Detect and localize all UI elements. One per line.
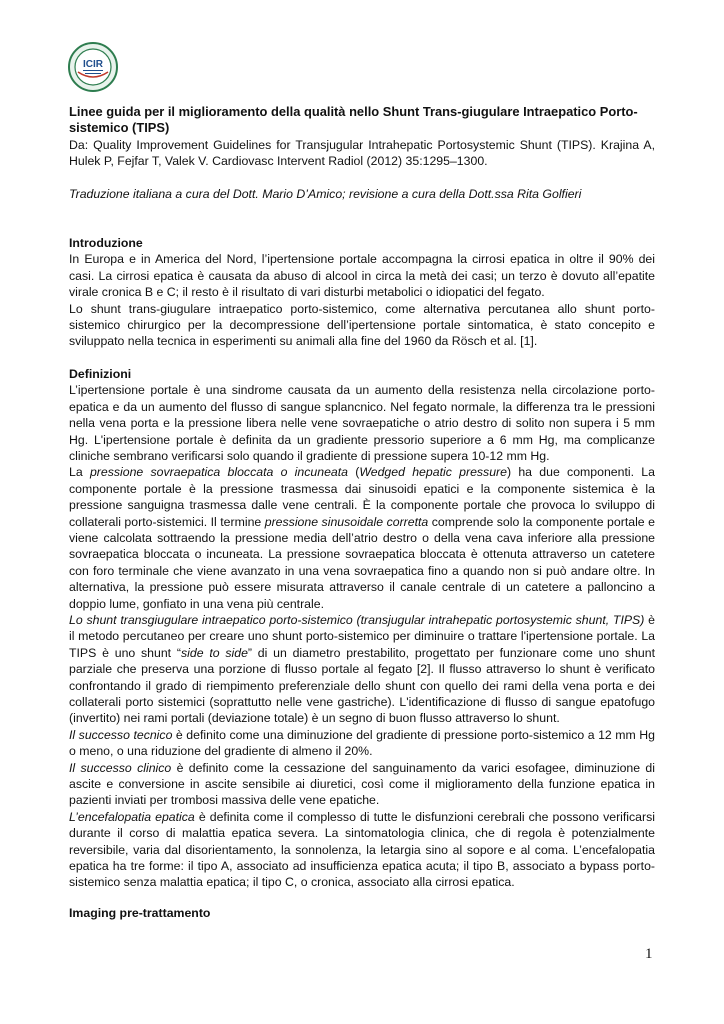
- icir-logo: [68, 42, 118, 92]
- italic-term: pressione sovraepatica bloccata o incuneata: [89, 465, 349, 480]
- text-run: è definito come la cessazione del sanguinamento da varici esofagee, diminuzione di ascite e conversione in ascite sensibile ai diuretici, così come il miglioramento della funzione epatica in pazienti inviati per trombosi massiva delle vene epatiche.: [69, 760, 655, 808]
- italic-term: Lo shunt transgiugulare intraepatico porto-sistemico (transjugular intrahepatic portosystemic shunt, TIPS): [69, 612, 645, 627]
- document-source: Da: Quality Improvement Guidelines for Transjugular Intrahepatic Portosystemic Shunt (TIPS). Krajina A, Hulek P, Fejfar T, Valek V. Cardiovasc Intervent Radiol (2012) 35:1295–1300.: [69, 137, 655, 169]
- text-run: è definita come il complesso di tutte le disfunzioni cerebrali che possono verificarsi durante il corso di malattia epatica severa. La sintomatologia clinica, che di regola è potenzialmente reversibile, varia dal disorientamento, la sonnolenza, la letargia sino al sopore e al coma. L’encefalopatia epatica ha tre forme: il tipo A, associato ad insufficienza epatica acuta; il tipo B, associato a bypass porto-sistemico senza malattia epatica; il tipo C, o cronica, associato alla cirrosi epatica.: [69, 809, 656, 890]
- svg-text:ICIR: ICIR: [83, 59, 103, 70]
- document-body: [69, 104, 655, 891]
- italic-term: side to side: [180, 645, 248, 660]
- page-number: 1: [645, 946, 653, 962]
- italic-term: Il successo tecnico: [69, 727, 173, 742]
- paragraph: [69, 809, 655, 891]
- translation-credit: Traduzione italiana a cura del Dott. Mario D’Amico; revisione a cura della Dott.ssa Rita Golfieri: [69, 186, 582, 201]
- document-title: Linee guida per il miglioramento della qualità nello Shunt Trans-giugulare Intraepatico Porto-sistemico (TIPS): [69, 104, 638, 136]
- section-heading: Definizioni: [69, 366, 132, 381]
- paragraph: [69, 464, 655, 612]
- paragraph: [69, 612, 655, 727]
- section-introduzione: [69, 235, 655, 350]
- text-run: (: [348, 465, 360, 480]
- italic-term: pressione sinusoidale corretta: [264, 514, 429, 529]
- text-run: è il metodo percutaneo per creare uno shunt porto-sistemico per diminuire o trattare l'ipertensione portale. La TIPS è uno shunt “: [69, 612, 655, 660]
- italic-term: Wedged hepatic pressure: [359, 465, 507, 480]
- paragraph: In Europa e in America del Nord, l’ipertensione portale accompagna la cirrosi epatica in oltre il 90% dei casi. La cirrosi epatica è causata da abuso di alcool in circa la metà dei casi; un terzo è dovuto all’epatite virale cronica B e C; il resto è il risultato di vari disturbi metabolici o idiopatici del fegato.: [69, 252, 655, 300]
- text-run: comprende solo la componente portale e viene calcolata sottraendo la pressione media dell’atrio destro o della vena cava inferiore alla pressione sovraepatica bloccata o incuneata. La pressione sovraepatica bloccata è ottenuta attraverso un catetere con foro terminale che viene avanzato in una vena sovraepatica fino a quando non si può andare oltre. In alternativa, la pressione può essere misurata attraverso il canale centrale di un catetere a palloncino a doppio lume, gonfiato in una vena più centrale.: [69, 514, 655, 611]
- section-heading-imaging: Imaging pre-trattamento: [69, 906, 211, 920]
- italic-term: L’encefalopatia epatica: [69, 809, 195, 824]
- section-heading: Introduzione: [69, 236, 143, 251]
- text-run: La: [69, 465, 90, 480]
- italic-term: Il successo clinico: [69, 760, 172, 775]
- section-definizioni: [69, 366, 655, 891]
- paragraph: L’ipertensione portale è una sindrome causata da un aumento della resistenza nella circolazione porto-epatica e da un aumento del flusso di sangue splancnico. Nel fegato normale, la differenza tra le pressioni nella vena porta e la pressione libera nelle vene sovraepatiche o atrio destro di solito non supera i 5 mm Hg. L'ipertensione portale è definita da un gradiente pressorio superiore a 6 mm Hg, ma complicanze cliniche sembrano verificarsi solo quando il gradiente di pressione supera 10-12 mm Hg.: [69, 383, 655, 463]
- paragraph: [69, 760, 655, 809]
- text-run: ” di un diametro prestabilito, progettato per funzionare come uno shunt parziale che preserva una porzione di flusso portale al fegato [2]. Il flusso attraverso lo shunt è verificato confrontando il grado di riempimento preferenziale dello shunt con quello dei rami della vena porta e dei collaterali porto sistemici (soprattutto nelle vene gastriche). L'identificazione di flusso di sangue epatofugo (invertito) nei rami portali (deviazione totale) è un segno di buon flusso attraverso lo shunt.: [69, 645, 656, 726]
- text-run: è definito come una diminuzione del gradiente di pressione porto-sistemico a 12 mm Hg o meno, o una riduzione del gradiente di almeno il 20%.: [69, 727, 656, 759]
- paragraph: Lo shunt trans-giugulare intraepatico porto-sistemico, come alternativa percutanea allo shunt porto-sistemico chirurgico per la decompressione dell’ipertensione portale sintomatica, è stato concepito e sviluppato nella tecnica in esperimenti su animali alla fine del 1960 da Rösch et al. [1].: [69, 301, 655, 349]
- text-run: ) ha due componenti. La componente portale è la pressione trasmessa dai sinusoidi epatici e la componente sistemica è la pressione sanguigna trasmessa dalle vene centrali. È la componente portale che provoca lo sviluppo di collaterali porto-sistemici. Il termine: [69, 465, 655, 529]
- paragraph: [69, 727, 655, 760]
- icir-seal-icon: [68, 42, 118, 92]
